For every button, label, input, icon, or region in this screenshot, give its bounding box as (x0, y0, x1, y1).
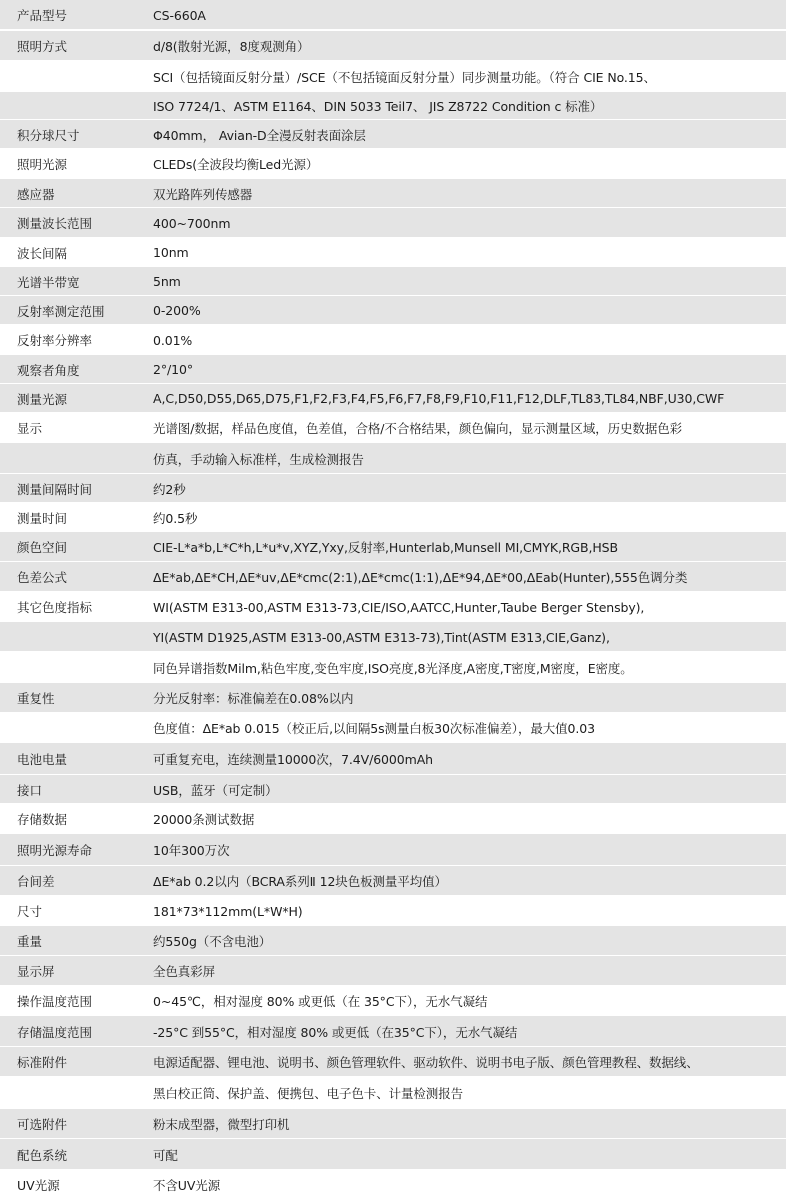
spec-value: d/8(散射光源，8度观测角） (153, 39, 310, 54)
spec-label: 台间差 (17, 874, 55, 889)
spec-value: 双光路阵列传感器 (153, 186, 253, 202)
spec-row (0, 1109, 786, 1139)
spec-value: 色度值：ΔE*ab 0.015（校正后,以间隔5s测量白板30次标准偏差），最大值0.03 (153, 721, 595, 736)
spec-value: A,C,D50,D55,D65,D75,F1,F2,F3,F4,F5,F6,F7,F8,F9,F10,F11,F12,DLF,TL83,TL84,NBF,U30,CWF (153, 391, 725, 406)
spec-row (0, 896, 786, 926)
spec-value: CIE-L*a*b,L*C*h,L*u*v,XYZ,Yxy,反射率,Hunterlab,Munsell MI,CMYK,RGB,HSB (153, 540, 618, 555)
spec-label: 产品型号 (17, 8, 68, 23)
spec-label: 颜色空间 (17, 540, 68, 555)
spec-label: 标准附件 (17, 1055, 68, 1070)
spec-value: WI(ASTM E313-00,ASTM E313-73,CIE/ISO,AATCC,Hunter,Taube Berger Stensby), (153, 599, 645, 615)
spec-value: 181*73*112mm(L*W*H) (153, 903, 303, 919)
spec-label: 照明光源寿命 (17, 843, 93, 858)
spec-row (0, 804, 786, 834)
spec-label: 积分球尺寸 (17, 127, 80, 143)
spec-value: 可重复充电，连续测量10000次，7.4V/6000mAh (153, 752, 433, 767)
spec-label: 反射率测定范围 (17, 303, 105, 319)
spec-row (0, 956, 786, 986)
spec-row (0, 443, 786, 474)
spec-value: 约2秒 (153, 481, 186, 497)
spec-label: 光谱半带宽 (17, 274, 80, 290)
spec-value: Φ40mm， Avian-D全漫反射表面涂层 (153, 127, 366, 143)
spec-value: 电源适配器、锂电池、说明书、颜色管理软件、驱动软件、说明书电子版、颜色管理教程、数据线、 (153, 1055, 699, 1070)
spec-row (0, 413, 786, 443)
spec-row (0, 866, 786, 896)
spec-row (0, 267, 786, 296)
spec-label: UV光源 (17, 1178, 60, 1193)
spec-value: ΔE*ab,ΔE*CH,ΔE*uv,ΔE*cmc(2:1),ΔE*cmc(1:1),ΔE*94,ΔE*00,ΔEab(Hunter),555色调分类 (153, 570, 688, 585)
spec-label: 可选附件 (17, 1117, 68, 1132)
spec-value: 黑白校正筒、保护盖、便携包、电子色卡、计量检测报告 (153, 1086, 464, 1101)
spec-value: YI(ASTM D1925,ASTM E313-00,ASTM E313-73),Tint(ASTM E313,CIE,Ganz), (153, 629, 610, 645)
spec-label: 配色系统 (17, 1147, 68, 1163)
spec-label: 色差公式 (17, 570, 68, 585)
spec-label: 尺寸 (17, 904, 43, 919)
spec-row (0, 743, 786, 775)
spec-value: 5nm (153, 274, 181, 289)
spec-row (0, 986, 786, 1016)
spec-label: 重量 (17, 934, 43, 949)
spec-row (0, 0, 786, 30)
spec-row (0, 775, 786, 804)
spec-label: 接口 (17, 782, 43, 798)
spec-row (0, 238, 786, 267)
spec-value: 全色真彩屏 (153, 964, 216, 979)
spec-value: 仿真，手动输入标准样，生成检测报告 (153, 451, 364, 467)
spec-label: 波长间隔 (17, 245, 68, 261)
spec-label: 感应器 (17, 186, 55, 202)
spec-row (0, 1170, 786, 1200)
spec-row (0, 120, 786, 149)
spec-row (0, 384, 786, 413)
spec-label: 测量波长范围 (17, 216, 93, 231)
spec-label: 测量时间 (17, 510, 68, 526)
spec-row (0, 592, 786, 622)
spec-row (0, 179, 786, 208)
spec-row (0, 474, 786, 503)
spec-row (0, 562, 786, 592)
spec-value: CLEDs(全波段均衡Led光源） (153, 157, 319, 172)
spec-row (0, 622, 786, 652)
spec-value: 分光反射率：标准偏差在0.08%以内 (153, 691, 354, 706)
spec-label: 测量间隔时间 (17, 481, 93, 497)
spec-value: 10年300万次 (153, 843, 230, 858)
spec-row (0, 834, 786, 866)
spec-value: 光谱图/数据，样品色度值，色差值，合格/不合格结果，颜色偏向，显示测量区域，历史数据色彩 (153, 421, 683, 436)
spec-row (0, 31, 786, 61)
spec-label: 其它色度指标 (17, 600, 93, 615)
spec-value: 同色异谱指数Milm,粘色牢度,变色牢度,ISO亮度,8光泽度,A密度,T密度,M密度，E密度。 (153, 660, 633, 676)
spec-row (0, 325, 786, 355)
spec-row (0, 208, 786, 238)
spec-label: 重复性 (17, 691, 55, 706)
spec-row (0, 503, 786, 532)
spec-label: 电池电量 (17, 752, 68, 767)
spec-label: 显示 (17, 421, 43, 436)
spec-value: 可配 (153, 1147, 178, 1163)
spec-label: 照明方式 (17, 39, 68, 54)
spec-value: -25°C 到55°C，相对湿度 80% 或更低（在35°C下），无水气凝结 (153, 1024, 518, 1040)
spec-row (0, 683, 786, 713)
spec-row (0, 1016, 786, 1047)
spec-value: 0-200% (153, 303, 201, 318)
spec-value: 不含UV光源 (153, 1178, 221, 1193)
spec-row (0, 61, 786, 92)
spec-label: 测量光源 (17, 391, 68, 407)
spec-value: CS-660A (153, 7, 206, 23)
spec-value: 0~45℃，相对湿度 80% 或更低（在 35°C下），无水气凝结 (153, 994, 488, 1009)
spec-value: ISO 7724/1、ASTM E1164、DIN 5033 Teil7、 JIS Z8722 Condition c 标准） (153, 99, 603, 114)
spec-label: 显示屏 (17, 964, 55, 979)
spec-row (0, 92, 786, 120)
spec-value: 20000条测试数据 (153, 812, 255, 827)
spec-value: 粉末成型器，微型打印机 (153, 1117, 290, 1132)
spec-value: 约0.5秒 (153, 510, 198, 526)
spec-label: 存储温度范围 (17, 1024, 93, 1040)
spec-row (0, 532, 786, 562)
spec-value: SCI（包括镜面反射分量）/SCE（不包括镜面反射分量）同步测量功能。（符合 CIE No.15、 (153, 69, 656, 85)
spec-row (0, 296, 786, 325)
spec-value: 400~700nm (153, 215, 231, 231)
spec-row (0, 149, 786, 179)
spec-row (0, 355, 786, 384)
spec-label: 存储数据 (17, 812, 68, 827)
spec-row (0, 926, 786, 956)
spec-value: 0.01% (153, 332, 193, 348)
spec-label: 照明光源 (17, 157, 68, 172)
spec-label: 反射率分辨率 (17, 333, 93, 348)
spec-label: 观察者角度 (17, 362, 80, 378)
spec-row (0, 1047, 786, 1077)
spec-value: 2°/10° (153, 362, 193, 377)
spec-label: 操作温度范围 (17, 994, 93, 1009)
spec-value: ΔE*ab 0.2以内（BCRA系列Ⅱ 12块色板测量平均值） (153, 874, 447, 889)
spec-row (0, 1139, 786, 1170)
spec-row (0, 713, 786, 743)
spec-value: 约550g（不含电池） (153, 934, 272, 949)
spec-value: USB，蓝牙（可定制） (153, 782, 278, 798)
spec-value: 10nm (153, 245, 189, 260)
spec-row (0, 1077, 786, 1109)
spec-row (0, 652, 786, 683)
